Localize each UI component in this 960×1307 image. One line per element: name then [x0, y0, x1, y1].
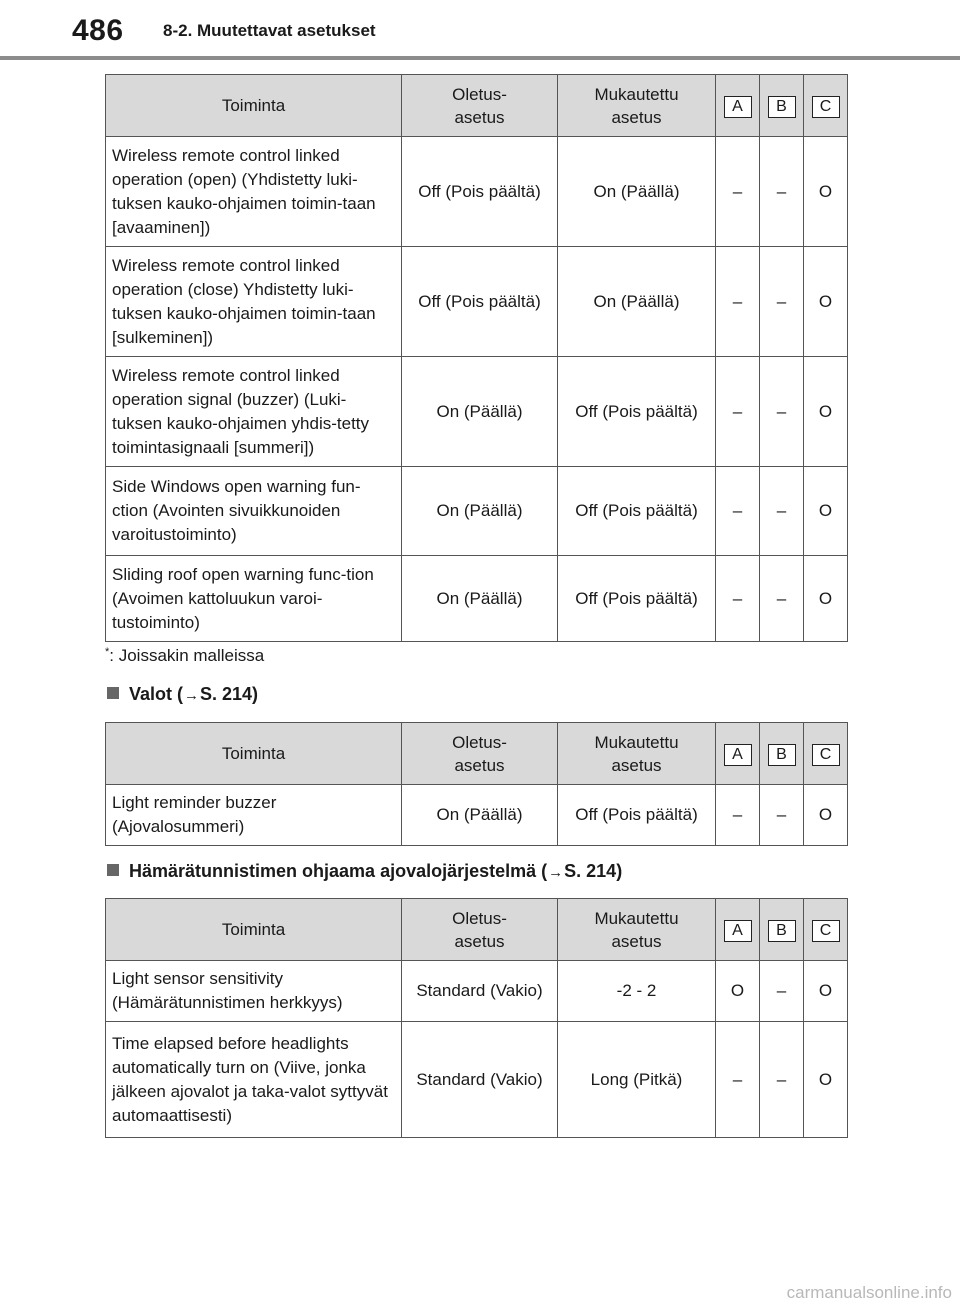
custom-cell: Off (Pois päältä) — [558, 785, 716, 846]
column-header-b: B — [760, 899, 804, 961]
c-cell: O — [804, 961, 848, 1022]
footnote-mark: * — [105, 646, 110, 658]
section-heading-text: Hämärätunnistimen ohjaama ajovalojärjestelmä ( — [129, 861, 548, 881]
b-cell: – — [760, 961, 804, 1022]
function-cell: Wireless remote control linked operation (open) (Yhdistetty luki-tuksen kauko-ohjaimen toimin-taan [avaaminen]) — [106, 137, 402, 247]
c-cell: O — [804, 1022, 848, 1138]
b-cell: – — [760, 785, 804, 846]
function-cell: Time elapsed before headlights automatically turn on (Viive, jonka jälkeen ajovalot ja taka-valot syttyvät automaattisesti) — [106, 1022, 402, 1138]
a-cell: – — [716, 357, 760, 467]
footnote — [105, 646, 264, 666]
custom-cell: Off (Pois päältä) — [558, 556, 716, 642]
column-header-a: A — [716, 723, 760, 785]
c-cell: O — [804, 785, 848, 846]
column-header-function: Toiminta — [106, 75, 402, 137]
custom-cell: -2 - 2 — [558, 961, 716, 1022]
a-cell: – — [716, 467, 760, 556]
table-row — [106, 961, 848, 1022]
section-heading-text: Valot ( — [129, 684, 184, 704]
page-header — [0, 0, 960, 60]
c-cell: O — [804, 247, 848, 357]
column-header-custom: Mukautettu asetus — [558, 75, 716, 137]
table-row — [106, 247, 848, 357]
section-heading-light-sensor — [107, 861, 622, 882]
default-cell: On (Päällä) — [402, 785, 558, 846]
column-header-custom: Mukautettu asetus — [558, 723, 716, 785]
custom-cell: Long (Pitkä) — [558, 1022, 716, 1138]
default-cell: Standard (Vakio) — [402, 961, 558, 1022]
table-row — [106, 137, 848, 247]
default-cell: Off (Pois päältä) — [402, 247, 558, 357]
column-header-c: C — [804, 899, 848, 961]
header-rule — [0, 56, 960, 60]
b-cell: – — [760, 556, 804, 642]
function-cell: Sliding roof open warning func-tion (Avoimen kattoluukun varoi-tustoiminto) — [106, 556, 402, 642]
custom-cell: Off (Pois päältä) — [558, 357, 716, 467]
function-cell: Light sensor sensitivity (Hämärätunnistimen herkkyys) — [106, 961, 402, 1022]
c-cell: O — [804, 137, 848, 247]
column-header-default: Oletus- asetus — [402, 899, 558, 961]
table-header-row — [106, 723, 848, 785]
a-cell: – — [716, 785, 760, 846]
table-row — [106, 1022, 848, 1138]
square-bullet-icon — [107, 687, 119, 699]
c-cell: O — [804, 357, 848, 467]
a-cell: – — [716, 1022, 760, 1138]
section-heading-lights — [107, 684, 258, 705]
page-number: 486 — [72, 14, 124, 47]
c-cell: O — [804, 556, 848, 642]
settings-table-lights — [105, 722, 848, 846]
custom-cell: On (Päällä) — [558, 247, 716, 357]
page-reference-link[interactable]: S. 214) — [200, 684, 259, 704]
watermark: carmanualsonline.info — [786, 1283, 952, 1302]
table-header-row — [106, 899, 848, 961]
default-cell: Standard (Vakio) — [402, 1022, 558, 1138]
function-cell: Side Windows open warning fun-ction (Avointen sivuikkunoiden varoitustoiminto) — [106, 467, 402, 556]
arrow-right-icon: → — [548, 864, 564, 881]
table-header-row — [106, 75, 848, 137]
table-row — [106, 467, 848, 556]
footnote-text: : Joissakin malleissa — [109, 646, 265, 665]
function-cell: Wireless remote control linked operation (close) Yhdistetty luki-tuksen kauko-ohjaimen toimin-taan [sulkeminen]) — [106, 247, 402, 357]
b-cell: – — [760, 467, 804, 556]
default-cell: On (Päällä) — [402, 467, 558, 556]
column-header-c: C — [804, 723, 848, 785]
b-cell: – — [760, 1022, 804, 1138]
a-cell: O — [716, 961, 760, 1022]
c-cell: O — [804, 467, 848, 556]
column-header-a: A — [716, 75, 760, 137]
b-cell: – — [760, 357, 804, 467]
column-header-b: B — [760, 723, 804, 785]
default-cell: On (Päällä) — [402, 357, 558, 467]
page-reference-link[interactable]: S. 214) — [564, 861, 623, 881]
column-header-b: B — [760, 75, 804, 137]
a-cell: – — [716, 556, 760, 642]
section-title: 8-2. Muutettavat asetukset — [163, 21, 376, 40]
column-header-function: Toiminta — [106, 723, 402, 785]
b-cell: – — [760, 247, 804, 357]
a-cell: – — [716, 137, 760, 247]
square-bullet-icon — [107, 864, 119, 876]
column-header-c: C — [804, 75, 848, 137]
table-row — [106, 357, 848, 467]
arrow-right-icon: → — [184, 687, 200, 704]
function-cell: Light reminder buzzer (Ajovalosummeri) — [106, 785, 402, 846]
column-header-default: Oletus- asetus — [402, 723, 558, 785]
custom-cell: Off (Pois päältä) — [558, 467, 716, 556]
b-cell: – — [760, 137, 804, 247]
column-header-custom: Mukautettu asetus — [558, 899, 716, 961]
table-row — [106, 556, 848, 642]
default-cell: Off (Pois päältä) — [402, 137, 558, 247]
settings-table-light-sensor — [105, 898, 848, 1138]
custom-cell: On (Päällä) — [558, 137, 716, 247]
column-header-a: A — [716, 899, 760, 961]
default-cell: On (Päällä) — [402, 556, 558, 642]
function-cell: Wireless remote control linked operation signal (buzzer) (Luki-tuksen kauko-ohjaimen yhdis-tetty toimintasignaali [summeri]) — [106, 357, 402, 467]
column-header-default: Oletus- asetus — [402, 75, 558, 137]
column-header-function: Toiminta — [106, 899, 402, 961]
settings-table-doors — [105, 74, 848, 642]
a-cell: – — [716, 247, 760, 357]
table-row — [106, 785, 848, 846]
